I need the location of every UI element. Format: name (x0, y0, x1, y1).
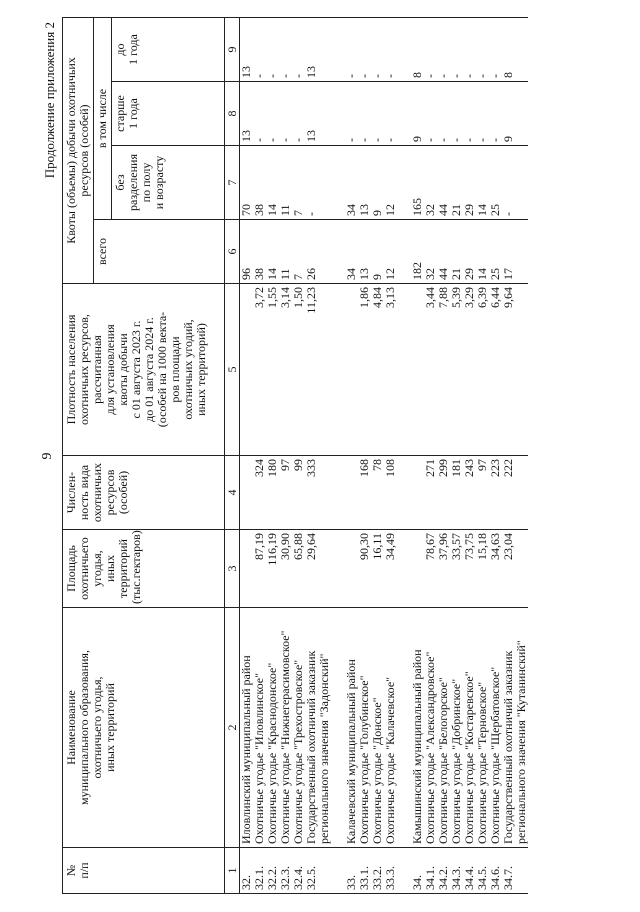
cell-nosex: 165 (411, 146, 424, 220)
cell-density: 7,88 (437, 284, 450, 456)
header-name: Наименование муниципального образования, охотничьего угодья, иных территорий (63, 608, 225, 848)
cell-nosex: 12 (384, 146, 397, 220)
cell-nosex: 70 (240, 146, 254, 220)
cell-name: Охотничье угодье "Краснодонское" (266, 608, 279, 848)
cell-n: 34.2. (437, 848, 450, 894)
cell-nosex: 34 (345, 146, 358, 220)
cell-density: 3,44 (424, 284, 437, 456)
cell-name: Охотничье угодье "Голубинское" (358, 608, 371, 848)
column-numbers-row: 1 2 3 4 5 6 7 8 9 (225, 18, 240, 894)
cell-n: 32.4. (292, 848, 305, 894)
cell-area: 23,04 (502, 530, 515, 608)
cell-area: 73,75 (463, 530, 476, 608)
cell-older: - (279, 82, 292, 146)
cell-name: регионального значения "Кутанинский" (515, 608, 528, 848)
cell-under: - (345, 18, 358, 82)
cell-older: 9 (411, 82, 424, 146)
cell-count: 222 (502, 456, 515, 530)
cell-older (515, 82, 528, 146)
cell-density: 3,14 (279, 284, 292, 456)
cell-total: 32 (424, 220, 437, 284)
cell-total: 7 (292, 220, 305, 284)
header-area: Площадь охотничьего угодья, иных территорий (тыс.гектаров) (63, 530, 225, 608)
cell-under: - (437, 18, 450, 82)
table-row (515, 18, 528, 894)
table-row (240, 18, 254, 894)
cell-count (515, 456, 528, 530)
cell-nosex: 32 (424, 146, 437, 220)
cell-density: 1,50 (292, 284, 305, 456)
header-no-sex: без разделения по полу и возрасту (112, 146, 225, 220)
cell-under: - (476, 18, 489, 82)
cell-count: 243 (463, 456, 476, 530)
cell-total: 14 (476, 220, 489, 284)
cell-area: 30,90 (279, 530, 292, 608)
cell-n: 34.1. (424, 848, 437, 894)
cell-older: 9 (502, 82, 515, 146)
cell-under: - (424, 18, 437, 82)
cell-density (411, 284, 424, 456)
cell-nosex: 14 (476, 146, 489, 220)
cell-total: 17 (502, 220, 515, 284)
cell-nosex: 7 (292, 146, 305, 220)
cell-density: 3,72 (253, 284, 266, 456)
cell-n (515, 848, 528, 894)
cell-n: 34.4. (463, 848, 476, 894)
cell-density (345, 284, 358, 456)
cell-nosex: 11 (279, 146, 292, 220)
cell-older: 13 (240, 82, 254, 146)
table-row (384, 18, 397, 894)
cell-under: - (384, 18, 397, 82)
cell-count (318, 456, 331, 530)
cell-count (240, 456, 254, 530)
cell-older: - (358, 82, 371, 146)
cell-total (318, 220, 331, 284)
cell-density: 9,64 (502, 284, 515, 456)
header-total: всего (94, 220, 225, 284)
cell-nosex: 14 (266, 146, 279, 220)
cell-name: регионального значения "Задонский" (318, 608, 331, 848)
page-number: 9 (40, 452, 55, 460)
cell-n: 32.2. (266, 848, 279, 894)
cell-n: 32.1. (253, 848, 266, 894)
cell-under: - (253, 18, 266, 82)
cell-name: Калачевский муниципальный район (345, 608, 358, 848)
cell-name: Охотничье угодье "Костаревское" (463, 608, 476, 848)
cell-name: Охотничье угодье "Добринское" (450, 608, 463, 848)
cell-area: 29,64 (305, 530, 318, 608)
cell-n: 32.5. (305, 848, 318, 894)
cell-name: Охотничье угодье "Белогорское" (437, 608, 450, 848)
cell-nosex: 25 (489, 146, 502, 220)
cell-density: 3,13 (384, 284, 397, 456)
header-under: до 1 года (112, 18, 225, 82)
cell-name: Охотничье угодье "Трехостровское" (292, 608, 305, 848)
spacer-row (331, 18, 345, 894)
cell-count: 108 (384, 456, 397, 530)
cell-older: - (424, 82, 437, 146)
cell-name: Охотничье угодье "Александровское" (424, 608, 437, 848)
cell-under: - (292, 18, 305, 82)
cell-total: 21 (450, 220, 463, 284)
cell-n: 33.2. (371, 848, 384, 894)
cell-density: 5,39 (450, 284, 463, 456)
cell-n: 34.7. (502, 848, 515, 894)
cell-older: - (253, 82, 266, 146)
header-including: в том числе (94, 18, 112, 220)
header-count: Числен- ность вида охотничьих ресурсов (особей) (63, 456, 225, 530)
cell-nosex (318, 146, 331, 220)
cell-count: 271 (424, 456, 437, 530)
cell-under (515, 18, 528, 82)
cell-count: 168 (358, 456, 371, 530)
cell-total: 11 (279, 220, 292, 284)
cell-total: 12 (384, 220, 397, 284)
cell-total: 38 (253, 220, 266, 284)
cell-nosex: 21 (450, 146, 463, 220)
cell-area: 90,30 (358, 530, 371, 608)
cell-older: 13 (305, 82, 318, 146)
cell-area: 65,88 (292, 530, 305, 608)
cell-name: Охотничье угодье "Калачевское" (384, 608, 397, 848)
cell-nosex: 9 (371, 146, 384, 220)
cell-count: 99 (292, 456, 305, 530)
cell-density: 3,29 (463, 284, 476, 456)
cell-older: - (345, 82, 358, 146)
cell-name: Охотничье угодье "Терновское" (476, 608, 489, 848)
cell-under: - (279, 18, 292, 82)
cell-nosex (515, 146, 528, 220)
cell-name: Иловлинский муниципальный район (240, 608, 254, 848)
cell-count: 181 (450, 456, 463, 530)
cell-under: 8 (502, 18, 515, 82)
cell-under: - (450, 18, 463, 82)
header-number: № п/п (63, 848, 225, 894)
cell-n: 34.3. (450, 848, 463, 894)
cell-total: 34 (345, 220, 358, 284)
cell-name: Государственный охотничий заказник (305, 608, 318, 848)
cell-count: 78 (371, 456, 384, 530)
cell-under: 13 (305, 18, 318, 82)
header-density: Плотность населения охотничьих ресурсов, рассчитанная для установления квоты добычи с 01 августа 2023 г. до 01 августа 2024 г. (особей на 1000 векта- ров площади охотничьих угодий, иных территорий) (63, 284, 225, 456)
cell-n: 32.3. (279, 848, 292, 894)
cell-total: 44 (437, 220, 450, 284)
cell-name: Камышинский муниципальный район (411, 608, 424, 848)
table-row (318, 18, 331, 894)
cell-older: - (384, 82, 397, 146)
cell-older: - (266, 82, 279, 146)
cell-name: Государственный охотничий заказник (502, 608, 515, 848)
cell-older: - (476, 82, 489, 146)
cell-n: 34.6. (489, 848, 502, 894)
cell-older: - (292, 82, 305, 146)
header-quota: Квоты (объемы) добычи охотничьих ресурсов (особей) (63, 18, 94, 284)
cell-under: 8 (411, 18, 424, 82)
cell-area (318, 530, 331, 608)
cell-area (240, 530, 254, 608)
header-older: старше 1 года (112, 82, 225, 146)
cell-older: - (437, 82, 450, 146)
cell-n: 33.3. (384, 848, 397, 894)
cell-count: 180 (266, 456, 279, 530)
cell-nosex: - (305, 146, 318, 220)
cell-n: 34. (411, 848, 424, 894)
cell-older: - (489, 82, 502, 146)
table-body (240, 18, 529, 894)
cell-under: - (358, 18, 371, 82)
cell-name: Охотничье угодье "Иловлинское" (253, 608, 266, 848)
cell-under: - (489, 18, 502, 82)
cell-count: 324 (253, 456, 266, 530)
cell-count: 299 (437, 456, 450, 530)
cell-n: 34.5. (476, 848, 489, 894)
cell-area: 37,96 (437, 530, 450, 608)
cell-area (515, 530, 528, 608)
cell-area: 34,49 (384, 530, 397, 608)
cell-total: 9 (371, 220, 384, 284)
cell-nosex: 44 (437, 146, 450, 220)
cell-name: Охотничье угодье "Нижнегерасимовское" (279, 608, 292, 848)
cell-under: - (463, 18, 476, 82)
cell-n (318, 848, 331, 894)
cell-area: 116,19 (266, 530, 279, 608)
cell-nosex: 13 (358, 146, 371, 220)
cell-count: 97 (476, 456, 489, 530)
cell-area: 78,67 (424, 530, 437, 608)
cell-count: 97 (279, 456, 292, 530)
cell-area: 15,18 (476, 530, 489, 608)
cell-nosex: 29 (463, 146, 476, 220)
cell-total: 26 (305, 220, 318, 284)
cell-total: 13 (358, 220, 371, 284)
cell-density: 6,44 (489, 284, 502, 456)
spacer-row (397, 18, 411, 894)
cell-older (318, 82, 331, 146)
cell-under: 13 (240, 18, 254, 82)
cell-n: 33.1. (358, 848, 371, 894)
cell-nosex: - (502, 146, 515, 220)
cell-n: 33. (345, 848, 358, 894)
cell-density: 11,23 (305, 284, 318, 456)
cell-density: 6,39 (476, 284, 489, 456)
cell-total: 182 (411, 220, 424, 284)
cell-older: - (450, 82, 463, 146)
cell-n: 32. (240, 848, 254, 894)
cell-name: Охотничье угодье "Щербатовское" (489, 608, 502, 848)
cell-density (240, 284, 254, 456)
cell-density (318, 284, 331, 456)
cell-density (515, 284, 528, 456)
cell-under (318, 18, 331, 82)
quota-table (62, 17, 528, 894)
cell-under: - (371, 18, 384, 82)
cell-density: 1,86 (358, 284, 371, 456)
cell-total: 14 (266, 220, 279, 284)
cell-area: 34,63 (489, 530, 502, 608)
cell-older: - (371, 82, 384, 146)
cell-older: - (463, 82, 476, 146)
continuation-label: Продолжение приложения 2 (42, 22, 57, 179)
cell-under: - (266, 18, 279, 82)
cell-count: 333 (305, 456, 318, 530)
cell-total: 29 (463, 220, 476, 284)
cell-total: 96 (240, 220, 254, 284)
cell-area: 87,19 (253, 530, 266, 608)
cell-total: 25 (489, 220, 502, 284)
cell-name: Охотничье угодье "Донское" (371, 608, 384, 848)
cell-area: 16,11 (371, 530, 384, 608)
cell-area: 33,57 (450, 530, 463, 608)
cell-count: 223 (489, 456, 502, 530)
cell-density: 1,55 (266, 284, 279, 456)
cell-total (515, 220, 528, 284)
cell-density: 4,84 (371, 284, 384, 456)
cell-nosex: 38 (253, 146, 266, 220)
